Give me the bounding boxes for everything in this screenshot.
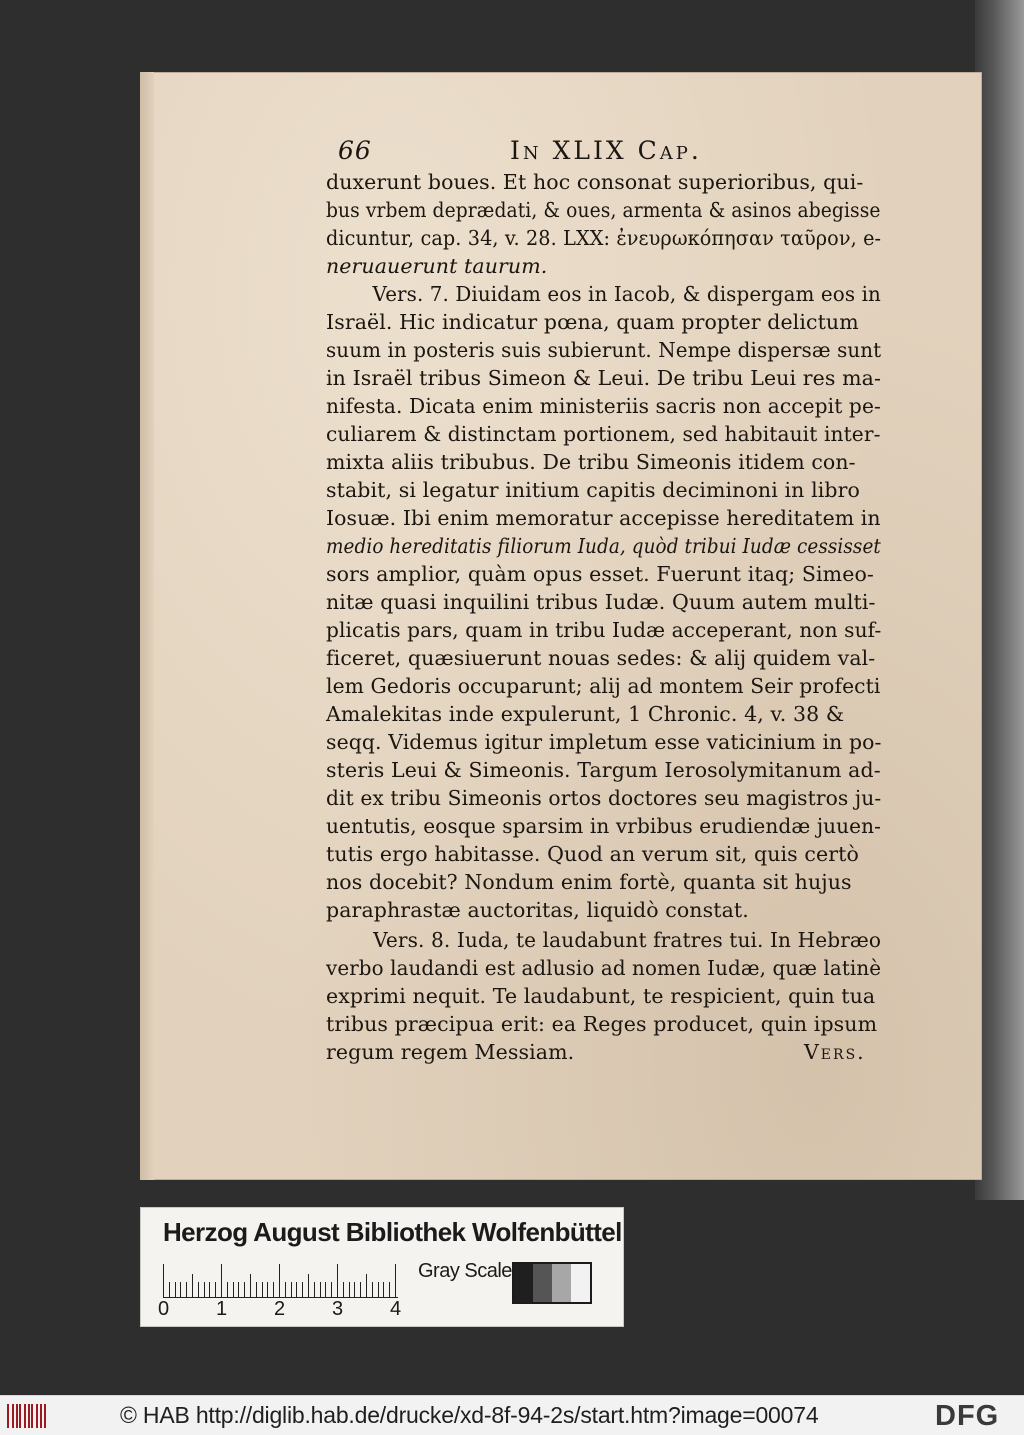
text-line: duxerunt boues. Et hoc consonat superioribus, qui- — [326, 170, 864, 194]
text-line: paraphrastæ auctoritas, liquidò constat. — [326, 898, 749, 922]
text-line: tribus præcipua erit: ea Reges producet, quin ipsum — [326, 1012, 878, 1036]
gray-scale-label: Gray Scale — [418, 1260, 512, 1282]
ruler-tick — [331, 1282, 332, 1298]
text-line: nos docebit? Nondum enim fortè, quanta sit hujus — [326, 870, 852, 894]
gray-swatch — [571, 1264, 590, 1302]
text-line: lem Gedoris occuparunt; alij ad montem Seir profecti — [326, 674, 881, 698]
text-line: Iosuæ. Ibi enim memoratur accepisse hereditatem in — [326, 506, 881, 530]
ruler-tick — [198, 1282, 199, 1298]
ruler-tick — [360, 1282, 361, 1298]
ruler-tick — [233, 1282, 234, 1298]
ruler-tick — [279, 1264, 280, 1298]
ruler-tick — [238, 1282, 239, 1298]
ruler-digit: 3 — [332, 1298, 344, 1320]
text-line: sors amplior, quàm opus esset. Fuerunt itaq; Simeo- — [326, 562, 874, 586]
ruler — [163, 1260, 398, 1298]
ruler-tick — [378, 1282, 379, 1298]
text-line: tutis ergo habitasse. Quod an verum sit, quis certò — [326, 842, 859, 866]
ruler-tick — [215, 1282, 216, 1298]
ruler-tick — [267, 1282, 268, 1298]
hab-logo-bar — [31, 1404, 33, 1428]
text-line: medio hereditatis filiorum Iuda, quòd tribui Iudæ cessisset — [326, 534, 881, 558]
running-head: In XLIX Cap. — [510, 136, 702, 165]
ruler-digit: 1 — [216, 1298, 228, 1320]
ruler-tick — [192, 1274, 193, 1298]
ruler-tick — [273, 1282, 274, 1298]
text-line: steris Leui & Simeonis. Targum Ierosolymitanum ad- — [326, 758, 881, 782]
hab-logo-bar — [44, 1404, 46, 1428]
hab-logo-bar — [7, 1404, 9, 1428]
ruler-tick — [302, 1282, 303, 1298]
ruler-tick — [354, 1282, 355, 1298]
hab-logo-bar — [24, 1404, 26, 1428]
ruler-tick — [291, 1282, 292, 1298]
text-line: exprimi nequit. Te laudabunt, te respicient, quin tua — [326, 984, 876, 1008]
dfg-logo: DFG — [935, 1400, 1000, 1432]
ruler-digit: 0 — [158, 1298, 170, 1320]
text-line: Vers. 7. Diuidam eos in Iacob, & dispergam eos in — [372, 282, 881, 306]
ruler-tick — [180, 1282, 181, 1298]
hab-logo-bar — [16, 1404, 18, 1428]
page-number: 66 — [338, 136, 372, 165]
page-gutter — [140, 72, 154, 1180]
ruler-digits — [158, 1298, 418, 1324]
catchword: Vers. — [804, 1040, 866, 1064]
ruler-tick — [221, 1264, 222, 1298]
ruler-tick — [296, 1282, 297, 1298]
text-line: verbo laudandi est adlusio ad nomen Iudæ, quæ latinè — [326, 956, 882, 980]
hab-logo-bar — [19, 1404, 21, 1428]
text-line: regum regem Messiam. — [326, 1040, 575, 1064]
gray-swatch — [533, 1264, 552, 1302]
ruler-tick — [320, 1282, 321, 1298]
ruler-tick — [325, 1282, 326, 1298]
page-header — [338, 136, 718, 168]
text-line: uentutis, eosque sparsim in vrbibus erudiendæ juuen- — [326, 814, 882, 838]
text-line: in Israël tribus Simeon & Leui. De tribu Leui res ma- — [326, 366, 882, 390]
hab-logo-bar — [36, 1404, 38, 1428]
hab-barcode-icon — [7, 1404, 47, 1428]
text-line: dicuntur, cap. 34, v. 28. LXX: ἐνευρωκόπησαν ταῦρον, e- — [326, 226, 882, 250]
ruler-tick — [389, 1282, 390, 1298]
text-line: dit ex tribu Simeonis ortos doctores seu magistros ju- — [326, 786, 882, 810]
text-line: seqq. Videmus igitur impletum esse vaticinium in po- — [326, 730, 882, 754]
ruler-tick — [337, 1264, 338, 1298]
ruler-tick — [262, 1282, 263, 1298]
ruler-tick — [163, 1264, 164, 1298]
ruler-tick — [395, 1264, 396, 1298]
text-line: plicatis pars, quam in tribu Iudæ acceperant, non suf- — [326, 618, 882, 642]
text-line: Israël. Hic indicatur pœna, quam propter delictum — [326, 310, 859, 334]
ruler-tick — [227, 1282, 228, 1298]
hab-logo-bar — [12, 1404, 14, 1428]
ruler-tick — [372, 1282, 373, 1298]
ruler-tick — [343, 1282, 344, 1298]
ruler-digit: 4 — [390, 1298, 402, 1320]
text-line: bus vrbem deprædati, & oues, armenta & asinos abegisse — [326, 198, 881, 222]
text-line: stabit, si legatur initium capitis deciminoni in libro — [326, 478, 860, 502]
text-line: culiarem & distinctam portionem, sed habitauit inter- — [326, 422, 881, 446]
ruler-tick — [285, 1282, 286, 1298]
text-line: mixta aliis tribubus. De tribu Simeonis itidem con- — [326, 450, 856, 474]
ruler-tick — [383, 1282, 384, 1298]
text-line: suum in posteris suis subierunt. Nempe dispersæ sunt — [326, 338, 882, 362]
scan-edge-strip — [975, 0, 1024, 1200]
ruler-tick — [256, 1282, 257, 1298]
gray-swatch — [552, 1264, 571, 1302]
library-name: Herzog August Bibliothek Wolfenbüttel — [163, 1217, 622, 1247]
viewer-footer — [0, 1395, 1024, 1435]
ruler-tick — [204, 1282, 205, 1298]
ruler-tick — [314, 1282, 315, 1298]
ruler-tick — [169, 1282, 170, 1298]
ruler-tick — [308, 1274, 309, 1298]
text-line: nifesta. Dicata enim ministeriis sacris non accepit pe- — [326, 394, 881, 418]
text-line: Amalekitas inde expulerunt, 1 Chronic. 4, v. 38 & — [326, 702, 845, 726]
ruler-tick — [250, 1274, 251, 1298]
hab-logo-bar — [40, 1404, 42, 1428]
ruler-tick — [209, 1282, 210, 1298]
ruler-tick — [244, 1282, 245, 1298]
text-line: nitæ quasi inquilini tribus Iudæ. Quum autem multi- — [326, 590, 876, 614]
text-line: neruauerunt taurum. — [326, 254, 548, 278]
gray-swatch — [514, 1264, 533, 1302]
gray-scale-swatches — [512, 1262, 592, 1304]
text-line: Vers. 8. Iuda, te laudabunt fratres tui. In Hebræo — [373, 928, 882, 952]
hab-logo-bar — [28, 1404, 30, 1428]
ruler-tick — [366, 1274, 367, 1298]
ruler-tick — [175, 1282, 176, 1298]
ruler-tick — [186, 1282, 187, 1298]
ruler-digit: 2 — [274, 1298, 286, 1320]
ruler-tick — [349, 1282, 350, 1298]
copyright-credit[interactable]: © HAB http://diglib.hab.de/drucke/xd-8f-94-2s/start.htm?image=00074 — [120, 1402, 819, 1428]
color-scale-card — [140, 1207, 624, 1327]
text-line: ficeret, quæsiuerunt nouas sedes: & alij quidem val- — [326, 646, 876, 670]
